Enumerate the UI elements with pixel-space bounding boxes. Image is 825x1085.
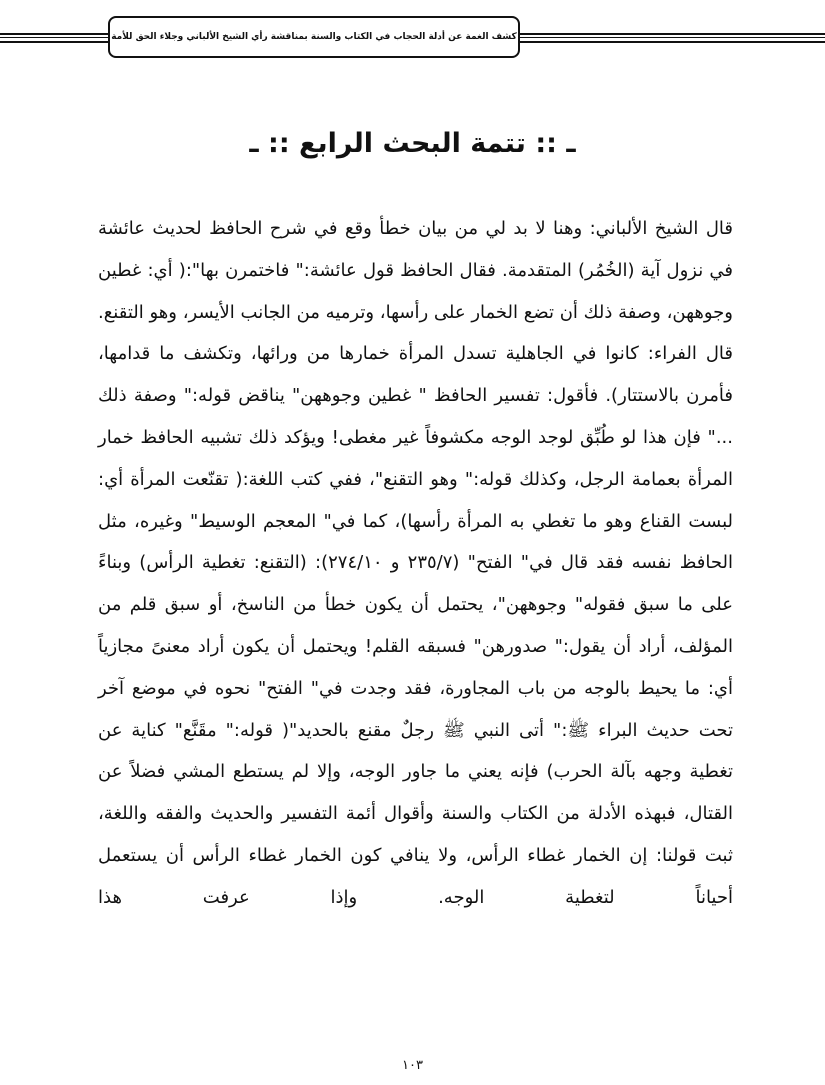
header-rule-right <box>520 37 825 38</box>
running-header <box>0 0 825 70</box>
header-rule-left <box>0 41 108 43</box>
body-paragraph: قال الشيخ الألباني: وهنا لا بد لي من بيان خطأ وقع في شرح الحافظ لحديث عائشة في نزول آية (الخُمُر) المتقدمة. فقال الحافظ قول عائشة:" فاختمرن بها":( أي: غطين وجوههن، وصفة ذلك أن تضع الخمار على رأسها، وترميه من الجانب الأيسر، وهو التقنع. قال الفراء: كانوا في الجاهلية تسدل المرأة خمارها من ورائها، وتكشف ما قدامها، فأمرن بالاستتار). فأقول: تفسير الحافظ " غطين وجوههن" يناقض قوله:" وصفة ذلك ..." فإن هذا لو طُبِّق لوجد الوجه مكشوفاً غير مغطى! ويؤكد ذلك تشبيه الحافظ خمار المرأة بعمامة الرجل، وكذلك قوله:" وهو التقنع"، ففي كتب اللغة:( تقنّعت المرأة أي: لبست القناع وهو ما تغطي به المرأة رأسها)، كما في" المعجم الوسيط" وغيره، مثل الحافظ نفسه فقد قال في" الفتح" (٢٣٥/٧ و ٢٧٤/١٠): (التقنع: تغطية الرأس) وبناءً على ما سبق فقوله" وجوههن"، يحتمل أن يكون خطأ من الناسخ، أو سبق قلم من المؤلف، أراد أن يقول:" صدورهن" فسبقه القلم! ويحتمل أن يكون أراد معنىً مجازياً أي: ما يحيط بالوجه من باب المجاورة، فقد وجدت في" الفتح" نحوه في موضع آخر تحت حديث البراء ﷺ:" أتى النبي ﷺ رجلٌ مقنع بالحديد"( قوله:" مقَنَّع" كناية عن تغطية وجهه بآلة الحرب) فإنه يعني ما جاور الوجه، وإلا لم يستطع المشي فضلاً عن القتال، فبهذه الأدلة من الكتاب والسنة وأقوال أئمة التفسير والحديث والفقه واللغة، ثبت قولنا: إن الخمار غطاء الرأس، ولا ينافي كون الخمار غطاء الرأس أن يستعمل أحياناً لتغطية الوجه. وإذا عرفت هذا <box>98 218 733 908</box>
header-rule-right <box>520 33 825 35</box>
running-title: كشف الغمة عن أدلة الحجاب في الكتاب والسنة بمناقشة رأي الشيخ الألباني وجلاء الحق للأمة <box>111 32 517 42</box>
section-title: ـ :: تتمة البحث الرابع :: ـ <box>249 128 576 159</box>
header-rule-left <box>0 33 108 35</box>
header-rule-left <box>0 37 108 38</box>
header-rule-right <box>520 41 825 43</box>
page-number: ١٠٣ <box>402 1058 423 1073</box>
header-title-box <box>108 16 520 58</box>
body-text <box>98 208 733 919</box>
